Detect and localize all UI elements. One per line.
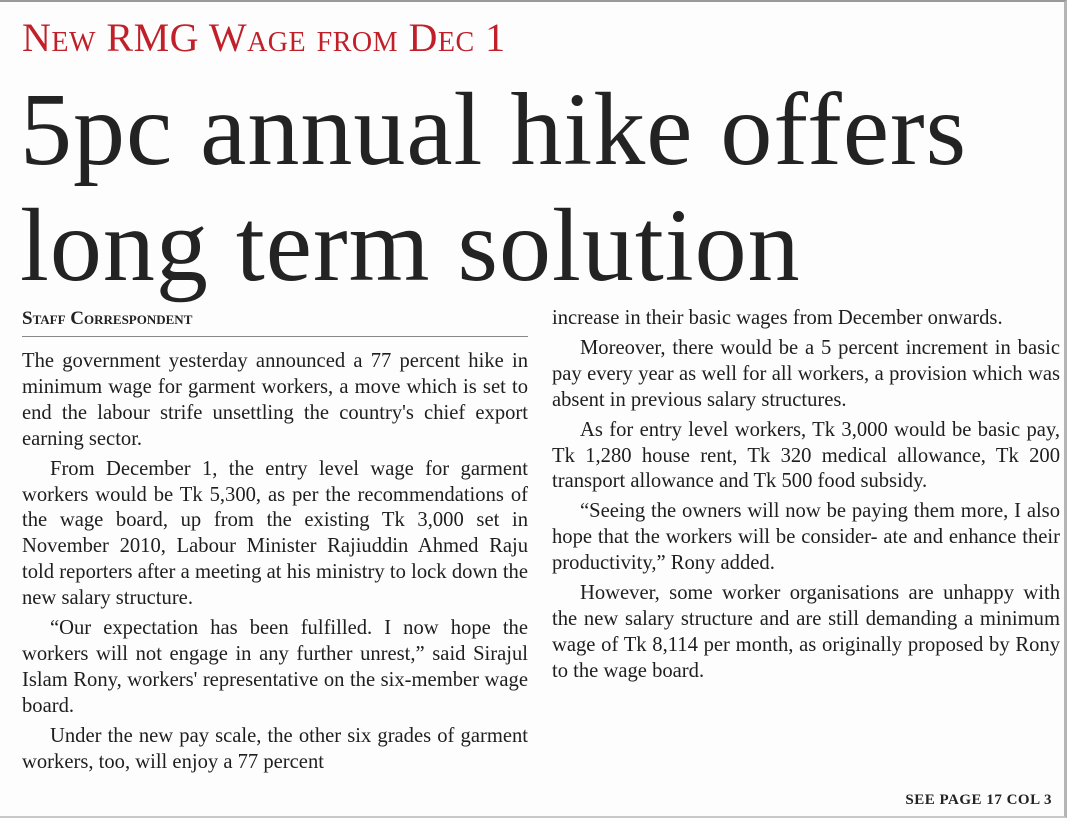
paragraph: As for entry level workers, Tk 3,000 would be basic pay, Tk 1,280 house rent, Tk 320 medical allowance, Tk 200 transport allowance and Tk 500 food subsidy. — [552, 418, 1060, 493]
paragraph: Under the new pay scale, the other six grades of garment workers, too, will enjoy a 77 percent — [22, 724, 528, 773]
continuation-note: SEE PAGE 17 COL 3 — [905, 792, 1052, 808]
article-column-1 — [22, 349, 528, 780]
headline-line-1: 5pc annual hike offers — [20, 72, 968, 187]
kicker-headline: New RMG Wage from Dec 1 — [22, 15, 506, 60]
paragraph: Moreover, there would be a 5 percent increment in basic pay every year as well for all workers, a provision which was absent in previous salary structures. — [552, 336, 1060, 411]
article-column-2 — [552, 306, 1060, 689]
paragraph: From December 1, the entry level wage for garment workers would be Tk 5,300, as per the recommendations of the wage board, up from the existing Tk 3,000 set in November 2010, Labour Minister Rajiuddin Ahmed Raju told reporters after a meeting at his ministry to lock down the new salary structure. — [22, 457, 528, 610]
paragraph: increase in their basic wages from December onwards. — [552, 307, 1003, 329]
main-headline — [20, 72, 1060, 304]
paragraph: “Seeing the owners will now be paying them more, I also hope that the workers will be consider- ate and enhance their productivity,” Rony added. — [552, 500, 1060, 575]
paragraph: The government yesterday announced a 77 percent hike in minimum wage for garment workers, a move which is set to end the labour strife unsettling the country's chief export earning sector. — [22, 350, 528, 450]
paragraph: “Our expectation has been fulfilled. I now hope the workers will not engage in any further unrest,” said Sirajul Islam Rony, workers' representative on the six-member wage board. — [22, 617, 528, 717]
headline-line-2: long term solution — [20, 188, 801, 303]
paragraph: However, some worker organisations are unhappy with the new salary structure and are still demanding a minimum wage of Tk 8,114 per month, as originally proposed by Rony to the wage board. — [552, 582, 1060, 682]
byline: Staff Correspondent — [22, 308, 528, 337]
